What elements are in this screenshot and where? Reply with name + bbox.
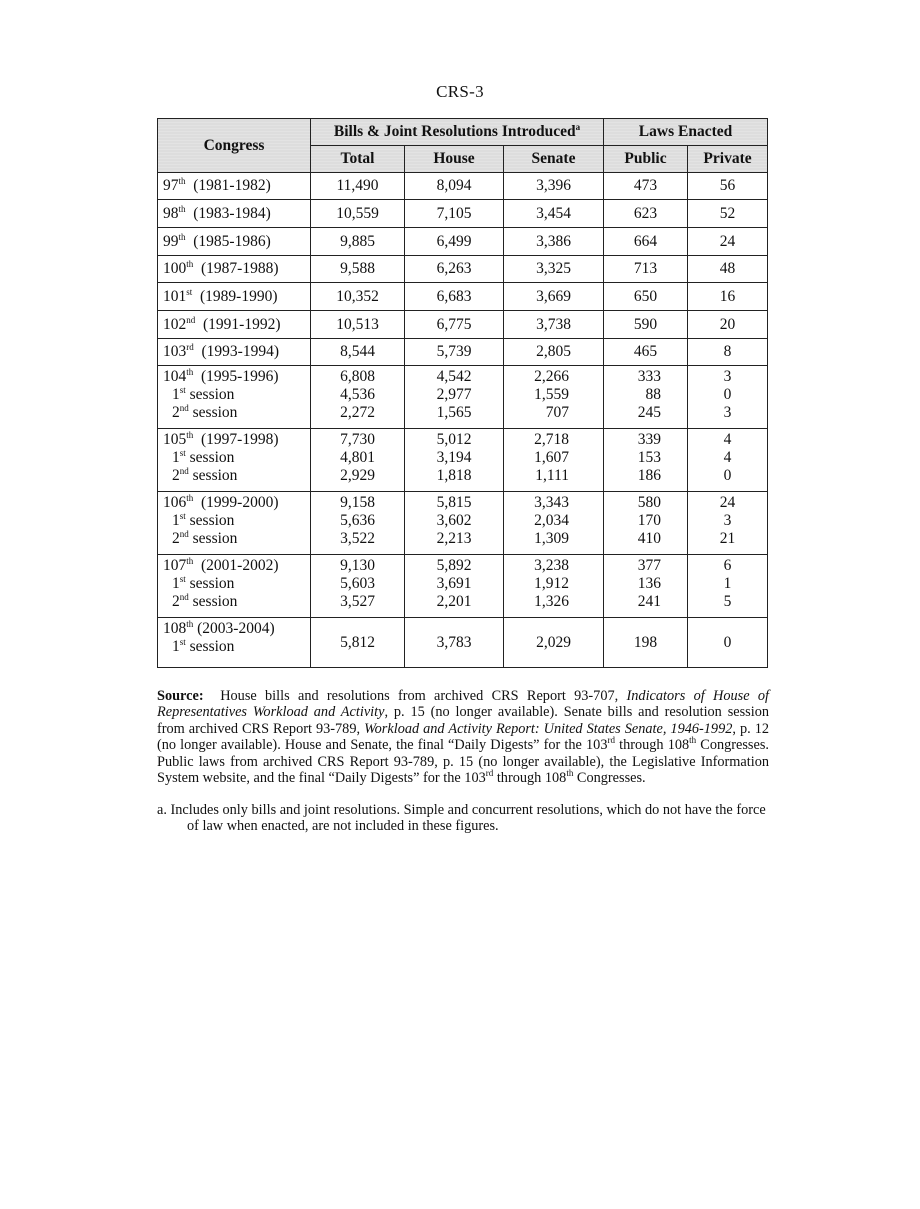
public-cell: 198 bbox=[604, 618, 688, 668]
senate-cell: 3,343 2,034 1,309 bbox=[504, 492, 604, 555]
congress-cell: 106th (1999-2000) 1st session 2nd session bbox=[158, 492, 311, 555]
private-cell: 0 bbox=[688, 618, 768, 668]
house-cell: 7,105 bbox=[405, 200, 504, 228]
house-cell: 6,499 bbox=[405, 228, 504, 256]
house-cell: 5,012 3,194 1,818 bbox=[405, 429, 504, 492]
congress-cell: 103rd (1993-1994) bbox=[158, 339, 311, 366]
senate-cell: 2,029 bbox=[504, 618, 604, 668]
header-total: Total bbox=[311, 146, 405, 173]
public-cell: 377 136 241 bbox=[604, 555, 688, 618]
house-cell: 6,263 bbox=[405, 256, 504, 283]
public-cell: 623 bbox=[604, 200, 688, 228]
congress-cell: 107th (2001-2002) 1st session 2nd session bbox=[158, 555, 311, 618]
senate-cell: 3,396 bbox=[504, 173, 604, 200]
table-row bbox=[158, 228, 768, 256]
senate-cell: 3,325 bbox=[504, 256, 604, 283]
congress-cell: 97th (1981-1982) bbox=[158, 173, 311, 200]
public-cell: 664 bbox=[604, 228, 688, 256]
header-public: Public bbox=[604, 146, 688, 173]
private-cell: 6 1 5 bbox=[688, 555, 768, 618]
public-cell: 333 88 245 bbox=[604, 366, 688, 429]
congress-cell: 108th (2003-2004) 1st session bbox=[158, 618, 311, 668]
table-row bbox=[158, 200, 768, 228]
header-laws-group: Laws Enacted bbox=[604, 119, 768, 146]
public-cell: 465 bbox=[604, 339, 688, 366]
senate-cell: 3,738 bbox=[504, 311, 604, 339]
header-bills-group: Bills & Joint Resolutions Introduced$^a$ bbox=[311, 119, 604, 146]
senate-cell: 2,266 1,559 707 bbox=[504, 366, 604, 429]
source-note: Source: House bills and resolutions from archived CRS Report 93-707, Indicators of House of Representatives Workload and Activity, p. 15 (no longer available). Senate bills and resolution session from archived CRS Report 93-789, Workload and Activity Report: United States Senate, 1946-1992, p. 12 (no longer available). House and Senate, the final “Daily Digests” for the 103rd through 108th Congresses. Public laws from archived CRS Report 93-789, p. 15 (no longer available), the Legislative Information System website, and the final “Daily Digests” for the 103rd through 108th Congresses. bbox=[157, 688, 769, 787]
private-cell: 8 bbox=[688, 339, 768, 366]
senate-cell: 3,454 bbox=[504, 200, 604, 228]
senate-cell: 3,669 bbox=[504, 283, 604, 311]
private-cell: 24 3 21 bbox=[688, 492, 768, 555]
senate-cell: 3,238 1,912 1,326 bbox=[504, 555, 604, 618]
house-cell: 4,542 2,977 1,565 bbox=[405, 366, 504, 429]
private-cell: 4 4 0 bbox=[688, 429, 768, 492]
public-cell: 339 153 186 bbox=[604, 429, 688, 492]
table-row bbox=[158, 618, 768, 668]
congress-cell: 99th (1985-1986) bbox=[158, 228, 311, 256]
total-cell: 10,559 bbox=[311, 200, 405, 228]
house-cell: 6,775 bbox=[405, 311, 504, 339]
congress-cell: 100th (1987-1988) bbox=[158, 256, 311, 283]
total-cell: 5,812 bbox=[311, 618, 405, 668]
table-row bbox=[158, 173, 768, 200]
page-header: CRS-3 bbox=[436, 82, 484, 101]
footnote bbox=[157, 802, 769, 835]
table-row bbox=[158, 283, 768, 311]
public-cell: 713 bbox=[604, 256, 688, 283]
table-row bbox=[158, 256, 768, 283]
total-cell: 6,808 4,536 2,272 bbox=[311, 366, 405, 429]
private-cell: 16 bbox=[688, 283, 768, 311]
private-cell: 20 bbox=[688, 311, 768, 339]
bills-laws-table bbox=[157, 118, 768, 668]
footnote-mark: a. bbox=[157, 802, 167, 818]
public-cell: 580 170 410 bbox=[604, 492, 688, 555]
header-private: Private bbox=[688, 146, 768, 173]
total-cell: 9,588 bbox=[311, 256, 405, 283]
header-senate: Senate bbox=[504, 146, 604, 173]
header-house: House bbox=[405, 146, 504, 173]
congress-cell: 102nd (1991-1992) bbox=[158, 311, 311, 339]
table-row bbox=[158, 311, 768, 339]
table-row bbox=[158, 555, 768, 618]
senate-cell: 3,386 bbox=[504, 228, 604, 256]
house-cell: 5,739 bbox=[405, 339, 504, 366]
private-cell: 52 bbox=[688, 200, 768, 228]
private-cell: 56 bbox=[688, 173, 768, 200]
table-row bbox=[158, 339, 768, 366]
table-row bbox=[158, 366, 768, 429]
source-label: Source: bbox=[157, 688, 204, 704]
house-cell: 6,683 bbox=[405, 283, 504, 311]
public-cell: 473 bbox=[604, 173, 688, 200]
total-cell: 9,158 5,636 3,522 bbox=[311, 492, 405, 555]
total-cell: 9,130 5,603 3,527 bbox=[311, 555, 405, 618]
total-cell: 11,490 bbox=[311, 173, 405, 200]
total-cell: 7,730 4,801 2,929 bbox=[311, 429, 405, 492]
senate-cell: 2,718 1,607 1,111 bbox=[504, 429, 604, 492]
public-cell: 590 bbox=[604, 311, 688, 339]
public-cell: 650 bbox=[604, 283, 688, 311]
footnote-text: Includes only bills and joint resolutions. Simple and concurrent resolutions, which do not have the force of law when enacted, are not included in these figures. bbox=[170, 802, 766, 835]
total-cell: 10,513 bbox=[311, 311, 405, 339]
total-cell: 10,352 bbox=[311, 283, 405, 311]
senate-cell: 2,805 bbox=[504, 339, 604, 366]
congress-cell: 101st (1989-1990) bbox=[158, 283, 311, 311]
table-row bbox=[158, 429, 768, 492]
house-cell: 3,783 bbox=[405, 618, 504, 668]
table-row bbox=[158, 492, 768, 555]
congress-cell: 104th (1995-1996) 1st session 2nd session bbox=[158, 366, 311, 429]
header-footnote-mark: a bbox=[575, 122, 581, 132]
house-cell: 5,892 3,691 2,201 bbox=[405, 555, 504, 618]
private-cell: 48 bbox=[688, 256, 768, 283]
house-cell: 8,094 bbox=[405, 173, 504, 200]
total-cell: 8,544 bbox=[311, 339, 405, 366]
header-congress: Congress bbox=[158, 119, 311, 173]
total-cell: 9,885 bbox=[311, 228, 405, 256]
congress-cell: 98th (1983-1984) bbox=[158, 200, 311, 228]
house-cell: 5,815 3,602 2,213 bbox=[405, 492, 504, 555]
congress-cell: 105th (1997-1998) 1st session 2nd session bbox=[158, 429, 311, 492]
private-cell: 3 0 3 bbox=[688, 366, 768, 429]
private-cell: 24 bbox=[688, 228, 768, 256]
